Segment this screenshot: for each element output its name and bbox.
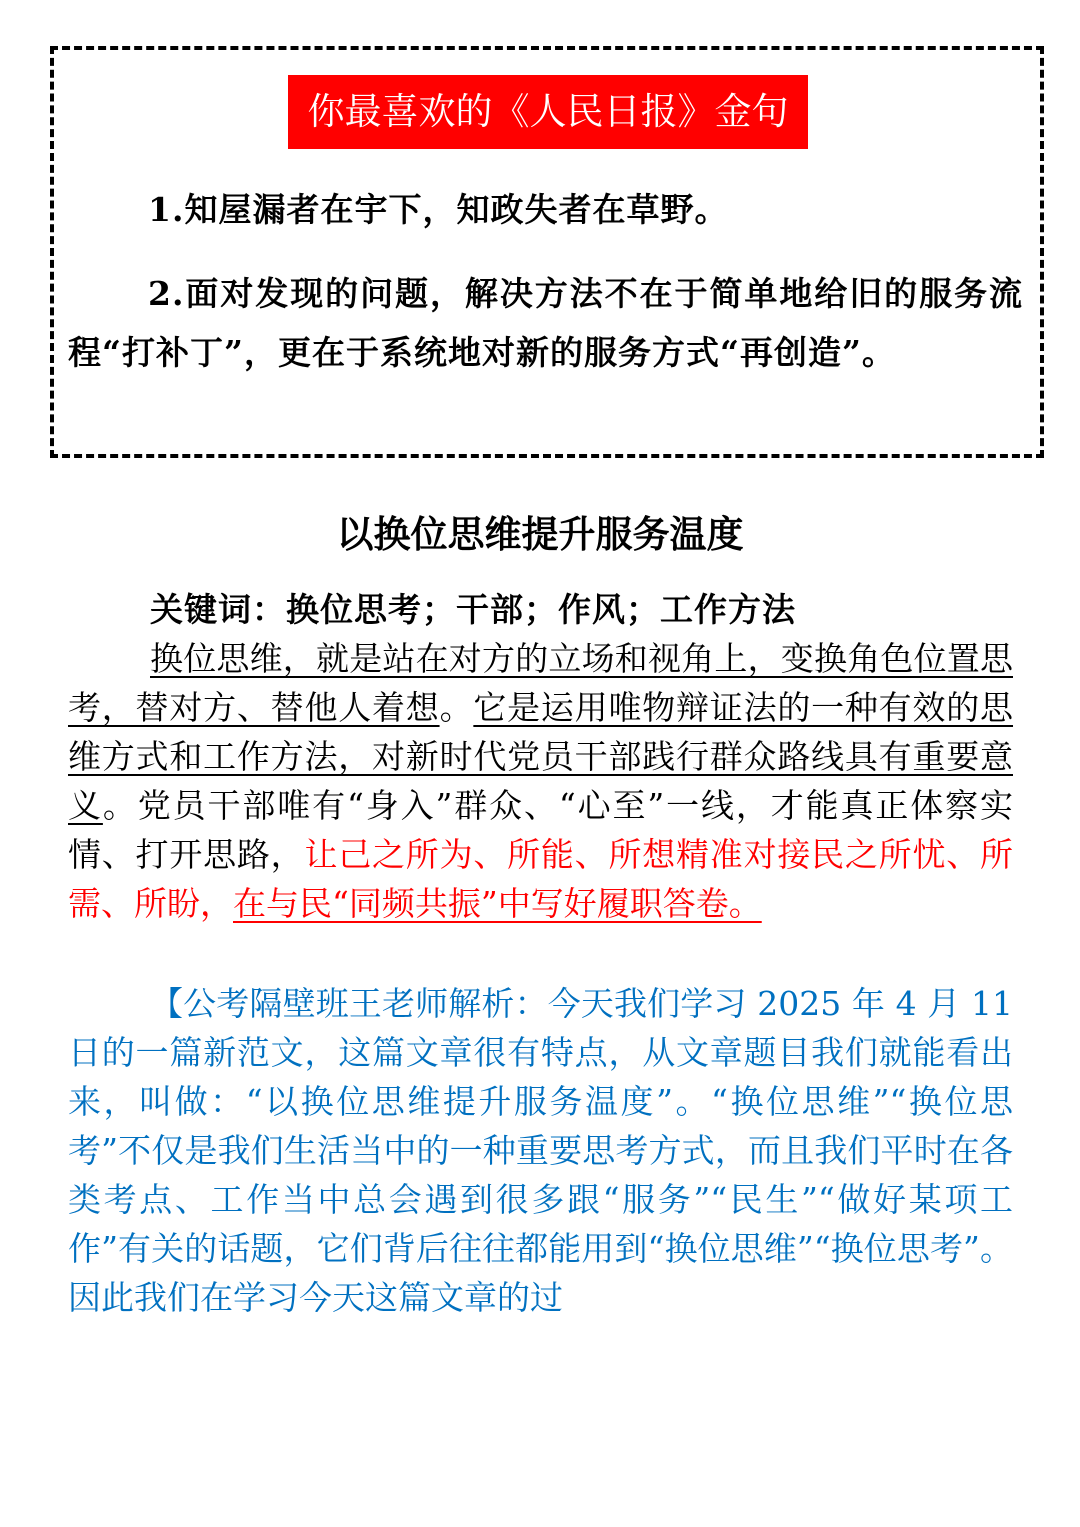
quote-item-2: 2.面对发现的问题，解决方法不在于简单地给旧的服务流程“打补丁”，更在于系统地对新的服务方式“再创造”。 [68, 274, 1023, 372]
teacher-analysis: 【公考隔壁班王老师解析：今天我们学习 2025 年 4 月 11 日的一篇新范文，这篇文章很有特点，从文章题目我们就能看出来，叫做：“以换位思维提升服务温度”。“换位思维”“换位思考”不仅是我们生活当中的一种重要思考方式，而且我们平时在各类考点、工作当中总会遇到很多跟“服务”“民生”“做好某项工作”有关的话题，它们背后往往都能用到“换位思维”“换位思考”。因此我们在学习今天这篇文章的过 [68, 984, 1013, 1317]
highlighted-text: 让己之所为、所能、所想精准对接民之所忧、所需、所盼， [68, 835, 1014, 923]
paragraph-text: 。 [439, 688, 474, 727]
underlined-definition: 换位思维，就是站在对方的立场和视角上，变换角色位置思考，替对方、替他人着想 [68, 639, 1013, 727]
quote-box-title: 你最喜欢的《人民日报》金句 [288, 75, 808, 149]
paragraph-text: 。党员干部唯有“身入”群众、“心至”一线，才能真正体察实情、打开思路， [68, 786, 1014, 874]
article-title: 以换位思维提升服务温度 [336, 512, 744, 556]
quote-item-1: 1.知屋漏者在宇下，知政失者在草野。 [148, 190, 729, 229]
highlighted-underlined-text: 在与民“同频共振”中写好履职答卷。 [233, 884, 762, 923]
article-paragraph [68, 634, 1013, 928]
underlined-significance: 它是运用唯物辩证法的一种有效的思维方式和工作方法，对新时代党员干部践行群众路线具有重要意义 [68, 688, 1014, 825]
article-keywords: 关键词：换位思考；干部；作风；工作方法 [150, 590, 796, 629]
